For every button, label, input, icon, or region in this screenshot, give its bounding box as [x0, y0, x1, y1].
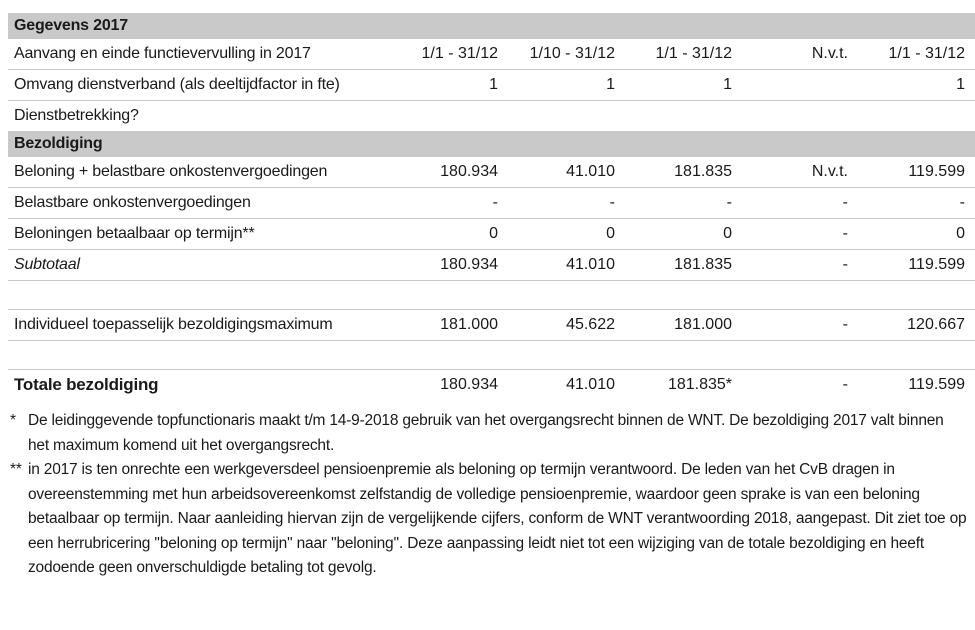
row-label: Aanvang en einde functievervulling in 2017 — [14, 45, 311, 62]
table-row-omvang — [8, 70, 975, 101]
cell-col4: N.v.t. — [811, 45, 848, 62]
cell-col3: 0 — [723, 225, 732, 242]
section-header-bezoldiging — [8, 131, 975, 157]
row-label: Beloning + belastbare onkostenvergoedingen — [14, 163, 328, 180]
cell-col1: 1 — [489, 76, 498, 93]
cell-col4: - — [842, 225, 848, 242]
cell-col5: 119.599 — [908, 163, 965, 180]
section-title: Bezoldiging — [14, 135, 103, 152]
cell-col1: 180.934 — [440, 256, 498, 273]
cell-col2: 41.010 — [566, 376, 615, 393]
cell-col2: 45.622 — [566, 316, 615, 333]
cell-col1: - — [492, 194, 498, 211]
cell-col2: 1 — [606, 76, 615, 93]
wnt-table — [8, 13, 975, 400]
cell-col4: - — [842, 316, 848, 333]
cell-col2: - — [609, 194, 615, 211]
table-row-termijn — [8, 219, 975, 250]
footnote-1 — [8, 409, 968, 458]
footnote-mark: * — [10, 412, 16, 429]
table-row-totaal — [8, 370, 975, 400]
cell-col4: - — [842, 376, 848, 393]
table-row-spacer — [8, 281, 975, 310]
cell-col5: - — [959, 194, 965, 211]
cell-col2: 41.010 — [566, 163, 615, 180]
footnotes — [8, 409, 968, 581]
table-row-subtotaal — [8, 250, 975, 281]
cell-col5: 1/1 - 31/12 — [888, 45, 965, 62]
cell-col1: 180.934 — [440, 163, 498, 180]
cell-col3: 181.835 — [674, 163, 732, 180]
cell-col1: 181.000 — [440, 316, 498, 333]
cell-col2: 41.010 — [566, 256, 615, 273]
footnote-text: De leidinggevende topfunctionaris maakt t/m 14-9-2018 gebruik van het overgangsrecht binnen de WNT. De bezoldiging 2017 valt binnen het maximum komend uit het overgangsrecht. — [28, 412, 944, 454]
cell-col5: 120.667 — [907, 316, 965, 333]
cell-col1: 1/1 - 31/12 — [421, 45, 498, 62]
table-row-spacer — [8, 341, 975, 370]
cell-col1: 0 — [489, 225, 498, 242]
cell-col1: 180.934 — [440, 376, 498, 393]
cell-col5: 119.599 — [908, 256, 965, 273]
cell-col2: 1/10 - 31/12 — [529, 45, 615, 62]
footnote-text: in 2017 is ten onrechte een werkgeversdeel pensioenpremie als beloning op termijn verantwoord. De leden van het CvB dragen in overeenstemming met hun arbeidsovereenkomst zelfstandig de volledige pensioenpremie, waardoor geen sprake is van een beloning betaalbaar op termijn. Naar aanleiding hiervan zijn de vergelijkende cijfers, conform de WNT verantwoording 2018, aangepast. Dit ziet toe op een herrubricering ''beloning op termijn'' naar ''beloning''. Deze aanpassing leidt niet tot een wijziging van de totale bezoldiging en heeft zodoende geen onverschuldigde betaling tot gevolg. — [28, 461, 967, 576]
cell-col3: 1 — [723, 76, 732, 93]
row-label: Subtotaal — [14, 256, 80, 273]
section-title: Gegevens 2017 — [14, 17, 128, 34]
cell-col3: 1/1 - 31/12 — [655, 45, 732, 62]
cell-col4: N.v.t. — [811, 163, 848, 180]
cell-col5: 119.599 — [908, 376, 965, 393]
footnote-2 — [8, 458, 968, 581]
cell-col3: 181.835 — [674, 256, 732, 273]
table-row-beloning — [8, 157, 975, 188]
footnote-mark: ** — [10, 461, 22, 478]
cell-col3: - — [726, 194, 732, 211]
cell-col3: 181.835* — [667, 376, 732, 393]
cell-col2: 0 — [606, 225, 615, 242]
row-label: Omvang dienstverband (als deeltijdfactor in fte) — [14, 76, 340, 93]
row-label: Individueel toepasselijk bezoldigingsmaximum — [14, 316, 333, 333]
cell-col5: 0 — [956, 225, 965, 242]
table-row-maximum — [8, 310, 975, 341]
cell-col5: 1 — [956, 76, 965, 93]
cell-col3: 181.000 — [674, 316, 732, 333]
row-label: Totale bezoldiging — [14, 375, 159, 394]
cell-col4: - — [842, 194, 848, 211]
cell-col4: - — [842, 256, 848, 273]
table-row-dienstbetrekking — [8, 101, 975, 131]
section-header-gegevens — [8, 13, 975, 39]
row-label: Belastbare onkostenvergoedingen — [14, 194, 251, 211]
table-row-onkosten — [8, 188, 975, 219]
row-label: Dienstbetrekking? — [14, 107, 139, 124]
row-label: Beloningen betaalbaar op termijn** — [14, 225, 255, 242]
table-row-functievervulling — [8, 39, 975, 70]
